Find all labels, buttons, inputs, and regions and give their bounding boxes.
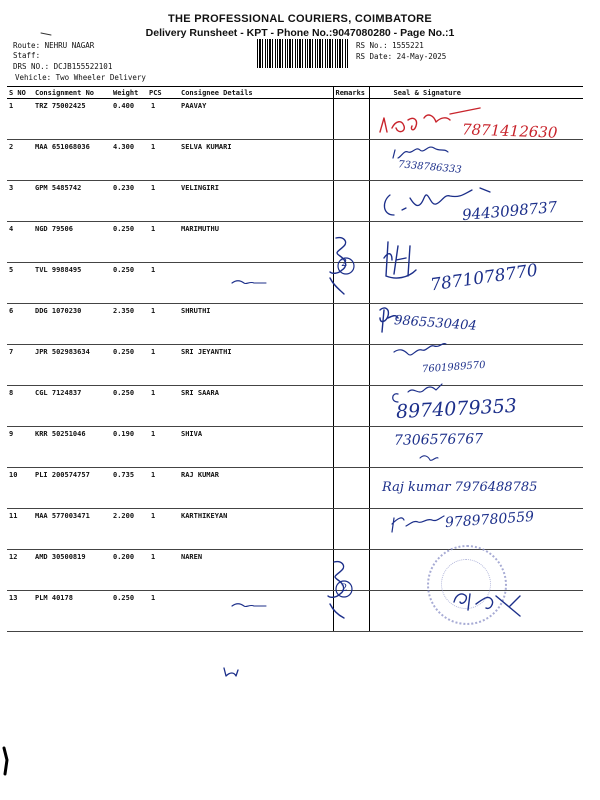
hw-mark-12: 2 xyxy=(341,583,348,594)
signature-6 xyxy=(380,308,398,332)
drs-label: DRS NO.: xyxy=(13,62,50,71)
row-weight: 0.230 xyxy=(111,181,147,222)
row-weight: 0.250 xyxy=(111,386,147,427)
row-consignee: RAJ KUMAR xyxy=(179,468,333,509)
dash-mark-13 xyxy=(232,604,266,607)
hw-mark-5: 2 xyxy=(341,258,348,269)
row-consignment: DDG 1070230 xyxy=(33,304,111,345)
row-consignment: CGL 7124837 xyxy=(33,386,111,427)
edge-mark xyxy=(4,748,7,774)
drs-value: DCJB155522101 xyxy=(53,62,113,71)
row-sno: 7 xyxy=(7,345,33,386)
row-pcs: 1 xyxy=(147,468,179,509)
row-pcs: 1 xyxy=(147,181,179,222)
row-weight: 0.250 xyxy=(111,345,147,386)
row-pcs: 1 xyxy=(147,509,179,550)
signature-13 xyxy=(454,594,520,616)
signature-11 xyxy=(392,516,444,532)
hw-phone-9: 7306576767 xyxy=(393,431,484,449)
signature-2 xyxy=(393,147,448,158)
vehicle-value: Two Wheeler Delivery xyxy=(55,73,146,82)
row-pcs: 1 xyxy=(147,550,179,591)
row-consignee: MARIMUTHU xyxy=(179,222,333,263)
row-pcs: 1 xyxy=(147,99,179,140)
row-consignment: PLM 40178 xyxy=(33,591,111,632)
rs-no-label: RS No.: xyxy=(356,41,388,50)
row-consignee: SHIVA xyxy=(179,427,333,468)
row-weight: 0.190 xyxy=(111,427,147,468)
signature-9 xyxy=(420,456,438,461)
rs-no-value: 1555221 xyxy=(392,41,424,50)
rs-date-label: RS Date: xyxy=(356,52,393,61)
row-sno: 13 xyxy=(7,591,33,632)
row-sno: 2 xyxy=(7,140,33,181)
hw-phone-5: 7871078770 xyxy=(429,260,540,296)
route-label: Route: xyxy=(13,41,41,50)
row-pcs: 1 xyxy=(147,386,179,427)
signature-7 xyxy=(394,344,446,355)
row-consignee: SRI JEYANTHI xyxy=(179,345,333,386)
col-pcs: PCS xyxy=(147,87,179,99)
row-sno: 5 xyxy=(7,263,33,304)
row-pcs: 1 xyxy=(147,140,179,181)
row-consignment: PLI 200574757 xyxy=(33,468,111,509)
row-weight: 0.735 xyxy=(111,468,147,509)
company-title: THE PROFESSIONAL COURIERS, COIMBATORE xyxy=(167,13,433,25)
row-consignee: SELVA KUMARI xyxy=(179,140,333,181)
row-consignment: TRZ 75002425 xyxy=(33,99,111,140)
signature-3 xyxy=(384,188,490,215)
hw-phone-2: 7338786333 xyxy=(397,159,462,176)
row-weight: 0.400 xyxy=(111,99,147,140)
row-weight: 0.250 xyxy=(111,263,147,304)
hw-phone-10: Raj kumar 7976488785 xyxy=(382,480,538,495)
row-sno: 1 xyxy=(7,99,33,140)
row-sno: 9 xyxy=(7,427,33,468)
row-sno: 10 xyxy=(7,468,33,509)
row-consignment: MAA 651068036 xyxy=(33,140,111,181)
row-consignment: MAA 577003471 xyxy=(33,509,111,550)
col-consignment: Consignment No xyxy=(33,87,111,99)
row-consignee: KARTHIKEYAN xyxy=(179,509,333,550)
row-consignment: NGD 79506 xyxy=(33,222,111,263)
hw-phone-3: 9443098737 xyxy=(461,197,559,225)
col-signature: Seal & Signature xyxy=(369,87,583,99)
row-consignee: PAAVAY xyxy=(179,99,333,140)
row-weight: 2.350 xyxy=(111,304,147,345)
signature-8 xyxy=(393,384,442,402)
row-pcs: 1 xyxy=(147,591,179,632)
row-consignment: JPR 502983634 xyxy=(33,345,111,386)
row-sno: 12 xyxy=(7,550,33,591)
row-sno: 4 xyxy=(7,222,33,263)
row-sno: 8 xyxy=(7,386,33,427)
row-pcs: 1 xyxy=(147,263,179,304)
row-consignment: GPM 5485742 xyxy=(33,181,111,222)
row-consignment: KRR 50251046 xyxy=(33,427,111,468)
stray-mark xyxy=(224,668,238,676)
row-weight: 0.250 xyxy=(111,591,147,632)
col-weight: Weight xyxy=(111,87,147,99)
row-pcs: 1 xyxy=(147,222,179,263)
row-sno: 11 xyxy=(7,509,33,550)
col-sno: S NO xyxy=(7,87,33,99)
route-value: NEHRU NAGAR xyxy=(44,41,95,50)
row-consignee: VELINGIRI xyxy=(179,181,333,222)
rs-date-value: 24-May-2025 xyxy=(396,52,447,61)
col-remarks: Remarks xyxy=(333,87,369,99)
row-pcs: 1 xyxy=(147,304,179,345)
row-weight: 0.200 xyxy=(111,550,147,591)
signature-5 xyxy=(384,242,416,278)
row-sno: 6 xyxy=(7,304,33,345)
row-pcs: 1 xyxy=(147,427,179,468)
row-consignment: TVL 9988495 xyxy=(33,263,111,304)
runsheet-subtitle: Delivery Runsheet - KPT - Phone No.:9047080280 - Page No.:1 xyxy=(145,27,455,39)
dash-mark-5 xyxy=(232,281,266,284)
col-consignee: Consignee Details xyxy=(179,87,333,99)
hw-phone-11: 9789780559 xyxy=(444,508,535,532)
row-weight: 2.200 xyxy=(111,509,147,550)
staff-label: Staff: xyxy=(13,51,41,60)
signature-1 xyxy=(380,108,480,132)
row-weight: 0.250 xyxy=(111,222,147,263)
hw-phone-7: 7601989570 xyxy=(421,359,486,376)
row-pcs: 1 xyxy=(147,345,179,386)
row-weight: 4.300 xyxy=(111,140,147,181)
row-sno: 3 xyxy=(7,181,33,222)
row-consignee: NAREN xyxy=(179,550,333,591)
vehicle-label: Vehicle: xyxy=(15,73,52,82)
tick-mark xyxy=(41,33,51,35)
row-consignee: SRI SAARA xyxy=(179,386,333,427)
row-consignee: SHRUTHI xyxy=(179,304,333,345)
hw-phone-8: 8974079353 xyxy=(395,394,518,424)
row-consignment: AMD 30500819 xyxy=(33,550,111,591)
hw-phone-1: 7871412630 xyxy=(461,120,558,142)
hw-phone-6: 9865530404 xyxy=(393,313,478,334)
